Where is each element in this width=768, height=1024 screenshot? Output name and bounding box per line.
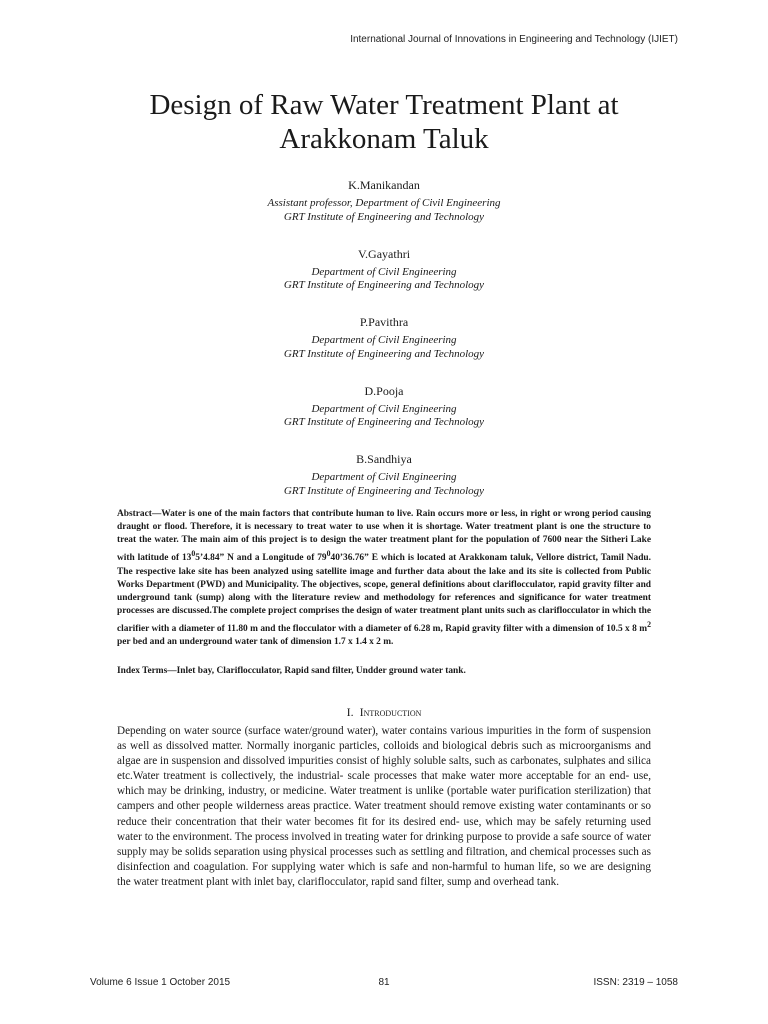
author-block [0, 247, 768, 316]
section-title: Introduction [359, 705, 422, 719]
author-name: P.Pavithra [359, 315, 409, 329]
author-department: Department of Civil Engineering [311, 471, 457, 483]
abstract-text: 40’36.76” E which is located at Arakkonam taluk, Vellore district, Tamil Nadu. The respective lake site has been analyzed using satellite image and further data about the lake and its site is collected from Public Works Department (PWD) and Municipality. The objectives, scope, general definitions about clariflocculator, rapid gravity filter and underground tank (sump) along with the literature review and methodology for references and significance for water treatment processes are discussed.The complete project comprises the design of water treatment plant units such as clariflocculator in which the clarifier with a diameter of 11.80 m and the flocculator with a diameter of 6.28 m, Rapid gravity filter with a dimension of 10.5 x 8 m [117, 553, 651, 634]
author-block [0, 315, 768, 384]
section-number: I. [346, 705, 354, 719]
footer-volume: Volume 6 Issue 1 October 2015 [90, 977, 231, 988]
journal-header: International Journal of Innovations in Engineering and Technology (IJIET) [350, 34, 678, 45]
abstract [117, 508, 651, 649]
author-name: V.Gayathri [357, 246, 411, 261]
abstract-text: Abstract—Water is one of the main factors that contribute human to live. Rain occurs more or less, in right or wrong period causing draught or flood. Therefore, it is necessary to treat water to use when it is shortage. Water treatment plant is one the structure to treat the water. The main aim of this project is to design the water treatment plant for the population of 7600 near the Sitheri Lake with latitude of 13 [117, 509, 651, 564]
index-terms: Index Terms—Inlet bay, Clariflocculator, Rapid sand filter, Undder ground water tank. [117, 666, 466, 676]
author-list [0, 178, 768, 521]
author-department: Assistant professor, Department of Civil Engineering [267, 197, 501, 209]
author-name: B.Sandhiya [356, 452, 412, 466]
author-department: Department of Civil Engineering [311, 402, 457, 415]
degree-superscript: 0 [191, 549, 196, 559]
author-institution: GRT Institute of Engineering and Technology [283, 279, 485, 291]
abstract-text: per bed and an underground water tank of dimension 1.7 x 1.4 x 2 m. [117, 637, 394, 648]
title-line: Arakkonam Taluk [279, 123, 489, 155]
author-institution: GRT Institute of Engineering and Technology [283, 210, 485, 223]
area-superscript: 2 [647, 619, 651, 629]
paper-title [0, 88, 768, 156]
author-department: Department of Civil Engineering [311, 334, 457, 346]
author-name: K.Manikandan [348, 178, 420, 192]
author-block [0, 384, 768, 453]
author-name: D.Pooja [364, 383, 404, 398]
abstract-text: 5’4.84” N and a Longitude of 79 [195, 553, 327, 564]
author-block [0, 178, 768, 247]
author-department: Department of Civil Engineering [311, 265, 457, 278]
author-institution: GRT Institute of Engineering and Technology [283, 416, 485, 428]
footer-issn: ISSN: 2319 – 1058 [593, 977, 678, 988]
title-line: Design of Raw Water Treatment Plant at [149, 89, 619, 121]
author-institution: GRT Institute of Engineering and Technology [283, 484, 485, 497]
degree-superscript: 0 [326, 549, 331, 559]
page-number: 81 [378, 977, 390, 988]
introduction-paragraph: Depending on water source (surface water/ground water), water contains various impurities in the form of suspension as well as dissolved matter. Normally inorganic particles, colloids and biological debris such as microorganisms and algae are in suspension and dissolved impurities consist of highly soluble salts, such as carbonates, sulphates and silica etc.Water treatment is collectively, the industrial- scale processes that make water more acceptable for an end- use, which may be drinking, industry, or medicine. Water treatment is unlike (portable water purification sterilization) that campers and other people wilderness areas practice. Water treatment should remove existing water contaminants or so reduce their concentration that their water becomes fit for its desired end- use, which may be safely returning used water to the environment. The process involved in treating water for drinking purpose to provide a safe source of water supply may be solids separation using physical processes such as settling and filtration, and chemical processes such as disinfection and coagulation. For supplying water which is safe and non-harmful to human life, so we are designing the water treatment plant with inlet bay, clariflocculator, rapid sand filter, sump and overhead tank. [117, 725, 651, 888]
author-institution: GRT Institute of Engineering and Technology [283, 347, 485, 360]
section-heading [0, 705, 768, 720]
